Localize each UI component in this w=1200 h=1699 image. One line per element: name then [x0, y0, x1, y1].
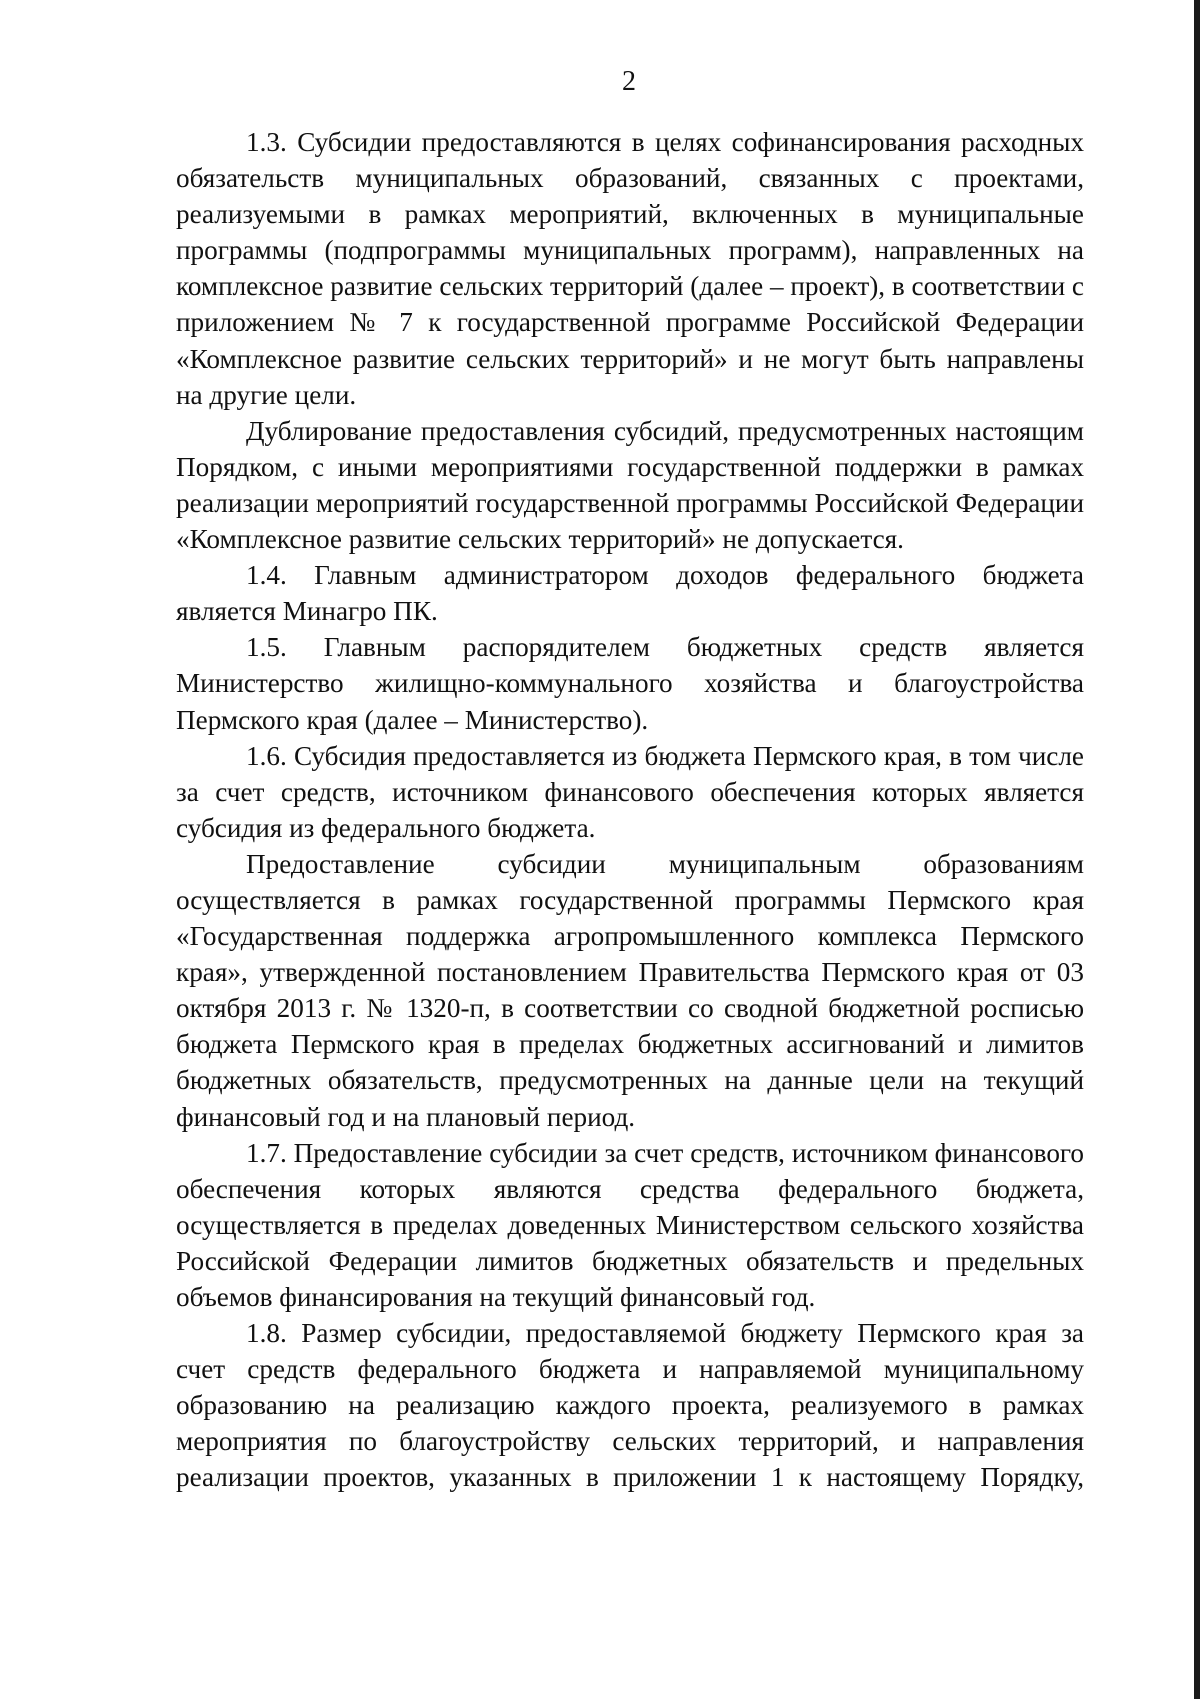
document-body	[176, 124, 1084, 1496]
paragraph-1-8: 1.8. Размер субсидии, предоставляемой бюджету Пермского края за счет средств федерального бюджета и направляемой муниципальному образованию на реализацию каждого проекта, реализуемого в рамках мероприятия по благоустройству сельских территорий, и направления реализации проектов, указанных в приложении 1 к настоящему Порядку,	[176, 1318, 1084, 1493]
paragraph-provision: Предоставление субсидии муниципальным образованиям осуществляется в рамках государственной программы Пермского края «Государственная поддержка агропромышленного комплекса Пермского края», утвержденной постановлением Правительства Пермского края от 03 октября 2013 г. № 1320-п, в соответствии со сводной бюджетной росписью бюджета Пермского края в пределах бюджетных ассигнований и лимитов бюджетных обязательств, предусмотренных на данные цели на текущий финансовый год и на плановый период.	[176, 848, 1084, 1132]
paragraph-1-7: 1.7. Предоставление субсидии за счет средств, источником финансового обеспечения которых являются средства федерального бюджета, осуществляется в пределах доведенных Министерством сельского хозяйства Российской Федерации лимитов бюджетных обязательств и предельных объемов финансирования на текущий финансовый год.	[176, 1137, 1084, 1312]
paragraph-1-4: 1.4. Главным администратором доходов федерального бюджета является Минагро ПК.	[176, 560, 1084, 627]
paragraph-1-6: 1.6. Субсидия предоставляется из бюджета Пермского края, в том числе за счет средств, источником финансового обеспечения которых является субсидия из федерального бюджета.	[176, 740, 1084, 843]
paragraph-duplication: Дублирование предоставления субсидий, предусмотренных настоящим Порядком, с иными мероприятиями государственной поддержки в рамках реализации мероприятий государственной программы Российской Федерации «Комплексное развитие сельских территорий» не допускается.	[176, 415, 1084, 555]
page-number: 2	[622, 66, 636, 97]
paragraph-1-3: 1.3. Субсидии предоставляются в целях софинансирования расходных обязательств муниципальных образований, связанных с проектами, реализуемыми в рамках мероприятий, включенных в муниципальные программы (подпрограммы муниципальных программ), направленных на комплексное развитие сельских территорий (далее – проект), в соответствии с приложением № 7 к государственной программе Российской Федерации «Комплексное развитие сельских территорий» и не могут быть направлены на другие цели.	[176, 127, 1084, 410]
paragraph-1-5: 1.5. Главным распорядителем бюджетных средств является Министерство жилищно-коммунального хозяйства и благоустройства Пермского края (далее – Министерство).	[176, 632, 1084, 735]
